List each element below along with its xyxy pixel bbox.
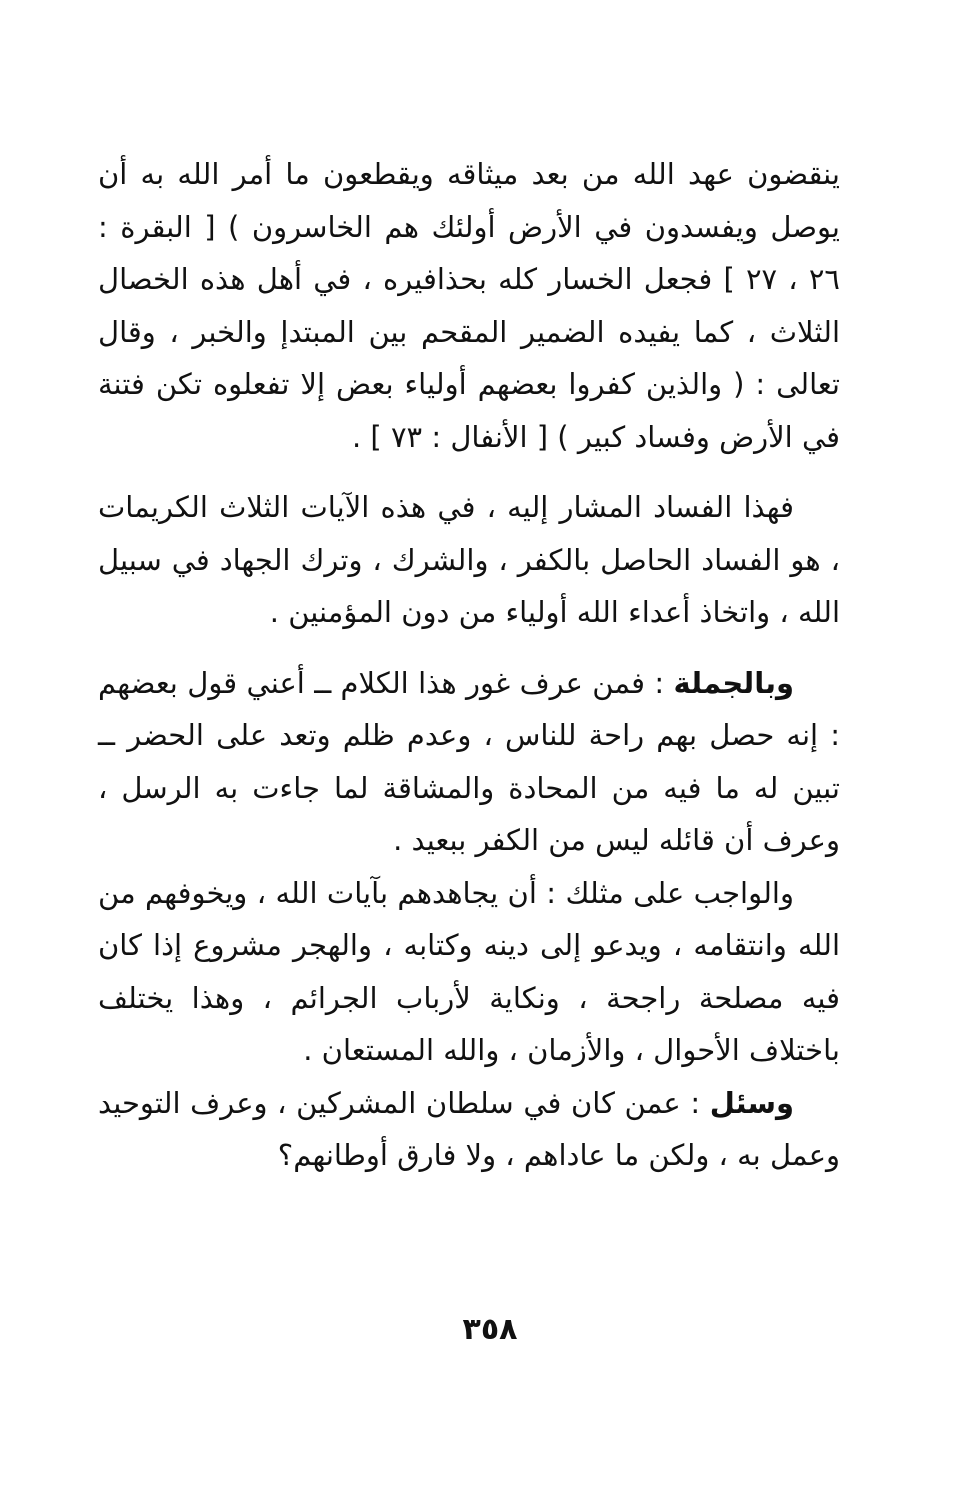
- page-number: ٣٥٨: [462, 1312, 518, 1347]
- paragraph-2: فهذا الفساد المشار إليه ، في هذه الآيات الثلاث الكريمات ، هو الفساد الحاصل بالكفر ، والشرك ، وترك الجهاد في سبيل الله ، واتخاذ أعداء الله أولياء من دون المؤمنين .: [98, 490, 840, 629]
- paragraph-3: [98, 657, 840, 867]
- body-text: [98, 148, 840, 1182]
- paragraph-4: والواجب على مثلك : أن يجاهدهم بآيات الله ، ويخوفهم من الله وانتقامه ، ويدعو إلى دينه وكتابه ، والهجر مشروع إذا كان فيه مصلحة راجحة ، ونكاية لأرباب الجرائم ، وهذا يختلف باختلاف الأحوال ، والأزمان ، والله المستعان .: [98, 875, 840, 1067]
- paragraph-3-text: : فمن عرف غور هذا الكلام ــ أعني قول بعضهم : إنه حصل بهم راحة للناس ، وعدم ظلم وتعد على الحضر ــ تبين له ما فيه من المحادة والمشاقة لما جاءت به الرسل ، وعرف أن قائله ليس من الكفر ببعيد .: [98, 665, 840, 857]
- paragraph-5-lead: وسئل: [709, 1085, 794, 1120]
- paragraph-1: ينقضون عهد الله من بعد ميثاقه ويقطعون ما أمر الله به أن يوصل ويفسدون في الأرض أولئك هم الخاسرون ) [ البقرة : ٢٦ ، ٢٧ ] فجعل الخسار كله بحذافيره ، في أهل هذه الخصال الثلاث ، كما يفيده الضمير المقحم بين المبتدإ والخبر ، وقال تعالى : ( والذين كفروا بعضهم أولياء بعض إلا تفعلوه تكن فتنة في الأرض وفساد كبير ) [ الأنفال : ٧٣ ] .: [98, 157, 840, 454]
- paragraph-3-lead: وبالجملة: [673, 665, 794, 700]
- paragraph-5: [98, 1077, 840, 1182]
- paragraph-5-text: : عمن كان في سلطان المشركين ، وعرف التوحيد وعمل به ، ولكن ما عاداهم ، ولا فارق أوطانهم؟: [98, 1085, 840, 1172]
